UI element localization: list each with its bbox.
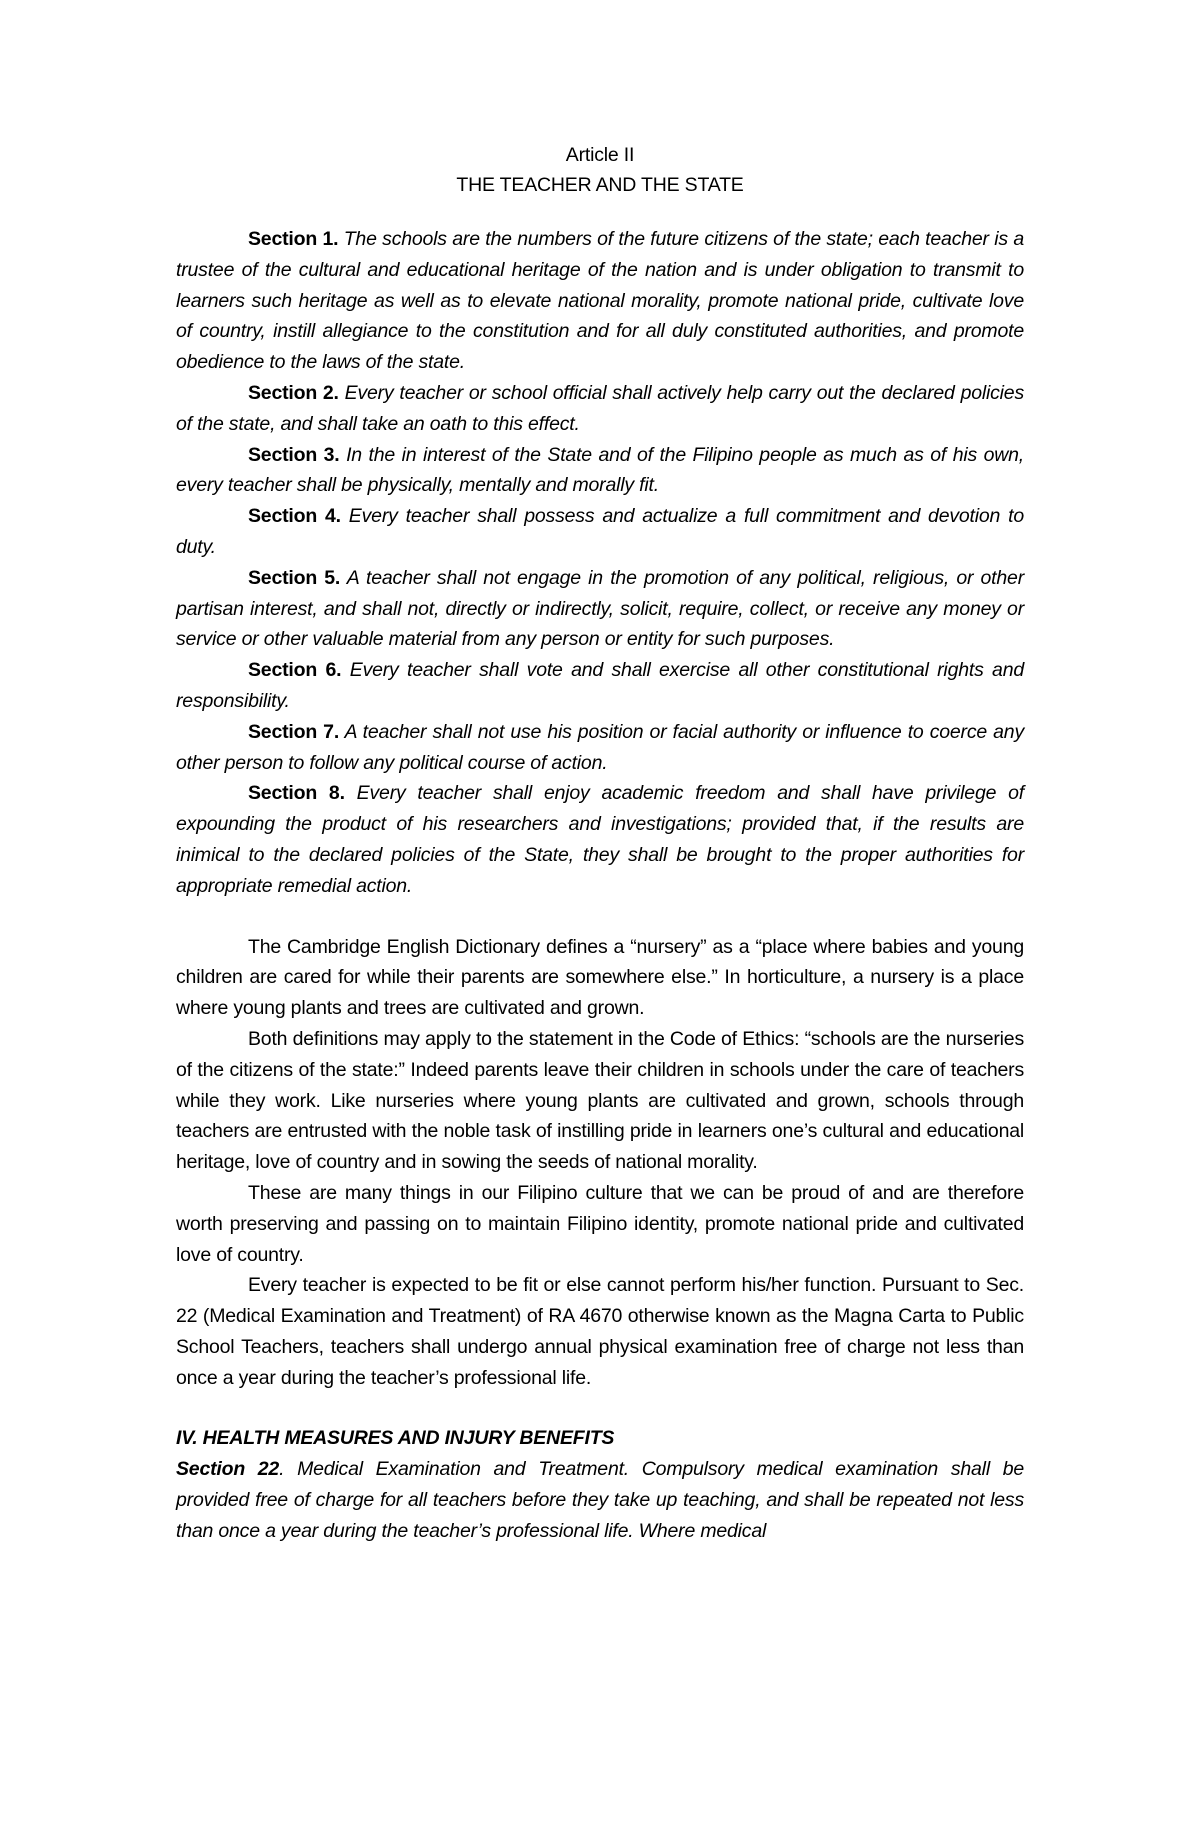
- section-label: Section 3.: [248, 443, 340, 466]
- commentary-paragraph: Every teacher is expected to be fit or else cannot perform his/her function. Pursuant to Sec. 22 (Medical Examination and Treatment) of RA 4670 otherwise known as the Magna Carta to Public School Teachers, teachers shall undergo annual physical examination free of charge not less than once a year during the teacher’s professional life.: [176, 1274, 1024, 1389]
- section-text: Every teacher shall possess and actualize a full commitment and devotion to duty.: [176, 505, 1024, 558]
- section-3: [176, 440, 1024, 502]
- section-label: Section 4.: [248, 505, 341, 528]
- section-label: Section 5.: [248, 566, 341, 589]
- section-text: In the in interest of the State and of the Filipino people as much as of his own, every teacher shall be physically, mentally and morally fit.: [176, 443, 1024, 497]
- section-label: Section 22: [176, 1458, 280, 1481]
- section-label: Section 6.: [248, 659, 342, 682]
- section-text: Every teacher shall vote and shall exercise all other constitutional rights and responsibility.: [176, 659, 1024, 712]
- section-text: . Medical Examination and Treatment. Compulsory medical examination shall be provided free of charge for all teachers before they take up teaching, and shall be repeated not less than once a year during the teacher’s professional life. Where medical: [176, 1458, 1024, 1542]
- section-text: The schools are the numbers of the future citizens of the state; each teacher is a trustee of the cultural and educational heritage of the nation and is under obligation to transmit to learners such heritage as well as to elevate national morality, promote national pride, cultivate love of country, instill allegiance to the constitution and for all duly constituted authorities, and promote obedience to the laws of the state.: [176, 228, 1024, 374]
- paragraph-gap: [176, 902, 1024, 932]
- section-text: A teacher shall not use his position or facial authority or influence to coerce any other person to follow any political course of action.: [176, 720, 1024, 774]
- document-page: [176, 140, 1024, 1547]
- section-text: A teacher shall not engage in the promotion of any political, religious, or other partisan interest, and shall not, directly or indirectly, solicit, require, collect, or receive any money or service or other valuable material from any person or entity for such purposes.: [176, 566, 1024, 651]
- section-label: Section 2.: [248, 381, 339, 404]
- commentary-paragraph: The Cambridge English Dictionary defines a “nursery” as a “place where babies and young children are cared for while their parents are somewhere else.” In horticulture, a nursery is a place where young plants and trees are cultivated and grown.: [176, 935, 1024, 1020]
- article-number: Article II: [565, 144, 635, 166]
- section-2: [176, 378, 1024, 440]
- article-title: THE TEACHER AND THE STATE: [456, 174, 744, 196]
- commentary-paragraph: These are many things in our Filipino culture that we can be proud of and are therefore worth preserving and passing on to maintain Filipino identity, promote national pride and cultivated love of country.: [176, 1181, 1024, 1266]
- section-8: [176, 778, 1024, 901]
- section-label: Section 1.: [248, 228, 339, 250]
- section-label: Section 8.: [248, 782, 345, 805]
- section-5: [176, 563, 1024, 655]
- section-6: [176, 655, 1024, 717]
- section-label: Section 7.: [248, 720, 340, 743]
- section-1: [176, 224, 1024, 378]
- health-heading: IV. HEALTH MEASURES AND INJURY BENEFITS: [176, 1427, 615, 1450]
- health-section-22: [176, 1454, 1024, 1546]
- commentary-paragraph: Both definitions may apply to the statement in the Code of Ethics: “schools are the nurseries of the citizens of the state:” Indeed parents leave their children in schools under the care of teachers while they work. Like nurseries where young plants are cultivated and grown, schools through teachers are entrusted with the noble task of instilling pride in learners one’s cultural and educational heritage, love of country and in sowing the seeds of national morality.: [176, 1027, 1024, 1174]
- section-text: Every teacher or school official shall actively help carry out the declared policies of the state, and shall take an oath to this effect.: [176, 381, 1024, 435]
- article-heading: [176, 140, 1024, 200]
- paragraph-gap: [176, 1393, 1024, 1423]
- section-7: [176, 717, 1024, 779]
- section-text: Every teacher shall enjoy academic freedom and shall have privilege of expounding the product of his researchers and investigations; provided that, if the results are inimical to the declared policies of the State, they shall be brought to the proper authorities for appropriate remedial action.: [176, 782, 1024, 897]
- section-4: [176, 501, 1024, 563]
